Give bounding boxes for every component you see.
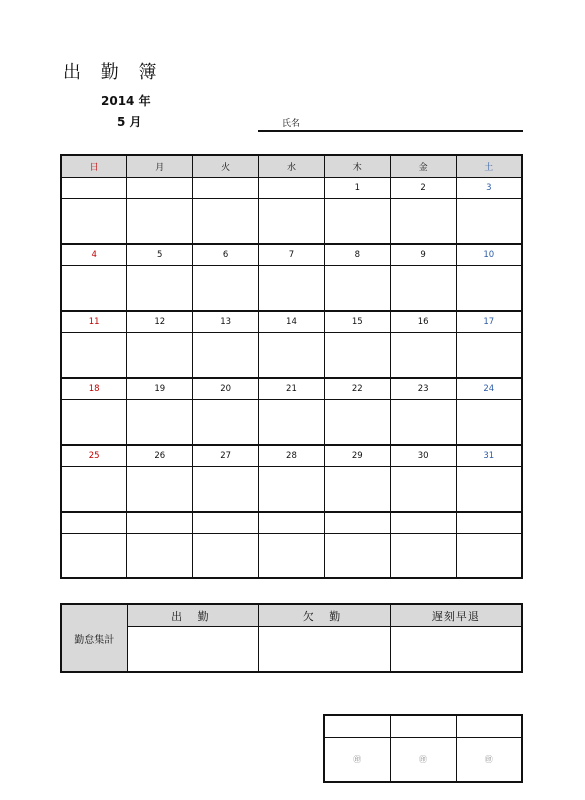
seal-mark-icon: ㊞	[419, 755, 427, 764]
weekday-thursday: 木	[324, 155, 390, 178]
date-cell: 3	[456, 178, 522, 199]
date-cell: 18	[61, 378, 127, 400]
entry-cell[interactable]	[456, 333, 522, 379]
weekday-tuesday: 火	[193, 155, 259, 178]
entry-cell[interactable]	[127, 467, 193, 513]
stamp-seal-row	[324, 738, 522, 783]
summary-header-absence: 欠 勤	[259, 604, 391, 627]
entry-cell[interactable]	[324, 400, 390, 446]
entry-cell[interactable]	[456, 534, 522, 579]
entry-cell[interactable]	[193, 266, 259, 312]
seal-mark-icon: ㊞	[484, 755, 493, 764]
stamp-title-cell[interactable]	[456, 715, 522, 738]
summary-late-early-cell[interactable]	[390, 627, 522, 673]
date-cell: 6	[193, 244, 259, 266]
week-4-entry-row	[61, 400, 522, 446]
entry-cell[interactable]	[259, 199, 325, 245]
date-cell	[456, 512, 522, 534]
week-1-entry-row	[61, 199, 522, 245]
weekday-header-row	[61, 155, 522, 178]
month-label: 5 月	[117, 115, 142, 129]
date-cell: 12	[127, 311, 193, 333]
date-cell: 7	[259, 244, 325, 266]
date-cell	[259, 178, 325, 199]
entry-cell[interactable]	[456, 467, 522, 513]
date-cell: 23	[390, 378, 456, 400]
name-field-line[interactable]	[258, 130, 523, 132]
entry-cell[interactable]	[456, 199, 522, 245]
date-cell: 5	[127, 244, 193, 266]
week-6-date-row	[61, 512, 522, 534]
summary-header-late-early: 遅刻早退	[390, 604, 522, 627]
entry-cell[interactable]	[61, 199, 127, 245]
approval-stamp-table	[323, 714, 523, 783]
seal-cell[interactable]	[456, 738, 522, 783]
summary-header-attendance: 出 勤	[127, 604, 259, 627]
summary-entry-row	[61, 627, 522, 673]
date-cell: 8	[324, 244, 390, 266]
entry-cell[interactable]	[193, 534, 259, 579]
entry-cell[interactable]	[390, 400, 456, 446]
entry-cell[interactable]	[324, 333, 390, 379]
entry-cell[interactable]	[127, 534, 193, 579]
date-cell	[193, 178, 259, 199]
date-cell	[259, 512, 325, 534]
weekday-saturday: 土	[456, 155, 522, 178]
entry-cell[interactable]	[61, 266, 127, 312]
entry-cell[interactable]	[193, 467, 259, 513]
entry-cell[interactable]	[127, 400, 193, 446]
date-cell	[61, 178, 127, 199]
date-cell	[61, 512, 127, 534]
date-cell: 1	[324, 178, 390, 199]
date-cell: 15	[324, 311, 390, 333]
entry-cell[interactable]	[324, 534, 390, 579]
entry-cell[interactable]	[259, 467, 325, 513]
seal-cell[interactable]	[324, 738, 390, 783]
summary-header-row	[61, 604, 522, 627]
weekday-friday: 金	[390, 155, 456, 178]
entry-cell[interactable]	[456, 266, 522, 312]
date-cell	[127, 512, 193, 534]
week-5-date-row	[61, 445, 522, 467]
date-cell: 16	[390, 311, 456, 333]
date-cell: 20	[193, 378, 259, 400]
page-title: 出 勤 簿	[63, 62, 164, 83]
name-field-label: 氏名	[282, 119, 301, 129]
entry-cell[interactable]	[324, 199, 390, 245]
stamp-title-cell[interactable]	[390, 715, 456, 738]
year-label: 2014 年	[101, 94, 151, 108]
date-cell: 25	[61, 445, 127, 467]
entry-cell[interactable]	[390, 266, 456, 312]
date-cell: 10	[456, 244, 522, 266]
weekday-sunday: 日	[61, 155, 127, 178]
date-cell: 21	[259, 378, 325, 400]
entry-cell[interactable]	[390, 333, 456, 379]
date-cell: 29	[324, 445, 390, 467]
date-cell: 17	[456, 311, 522, 333]
date-cell	[324, 512, 390, 534]
entry-cell[interactable]	[61, 534, 127, 579]
summary-absence-cell[interactable]	[259, 627, 391, 673]
seal-cell[interactable]	[390, 738, 456, 783]
date-cell: 11	[61, 311, 127, 333]
date-cell: 4	[61, 244, 127, 266]
entry-cell[interactable]	[127, 199, 193, 245]
date-cell: 28	[259, 445, 325, 467]
week-2-date-row	[61, 244, 522, 266]
entry-cell[interactable]	[324, 266, 390, 312]
entry-cell[interactable]	[127, 266, 193, 312]
weekday-wednesday: 水	[259, 155, 325, 178]
week-5-entry-row	[61, 467, 522, 513]
entry-cell[interactable]	[324, 467, 390, 513]
summary-attendance-cell[interactable]	[127, 627, 259, 673]
entry-cell[interactable]	[259, 400, 325, 446]
date-cell: 14	[259, 311, 325, 333]
entry-cell[interactable]	[193, 400, 259, 446]
calendar-table	[60, 154, 523, 579]
stamp-header-row	[324, 715, 522, 738]
week-1-date-row	[61, 178, 522, 199]
week-3-entry-row	[61, 333, 522, 379]
attendance-summary-table	[60, 603, 523, 673]
entry-cell[interactable]	[390, 199, 456, 245]
entry-cell[interactable]	[259, 333, 325, 379]
date-cell: 27	[193, 445, 259, 467]
entry-cell[interactable]	[390, 534, 456, 579]
stamp-title-cell[interactable]	[324, 715, 390, 738]
entry-cell[interactable]	[456, 400, 522, 446]
week-4-date-row	[61, 378, 522, 400]
entry-cell[interactable]	[61, 400, 127, 446]
weekday-monday: 月	[127, 155, 193, 178]
entry-cell[interactable]	[61, 333, 127, 379]
date-cell: 22	[324, 378, 390, 400]
week-3-date-row	[61, 311, 522, 333]
date-cell	[390, 512, 456, 534]
date-cell: 2	[390, 178, 456, 199]
entry-cell[interactable]	[390, 467, 456, 513]
date-cell: 31	[456, 445, 522, 467]
seal-mark-icon: ㊞	[353, 755, 362, 764]
date-cell: 26	[127, 445, 193, 467]
entry-cell[interactable]	[259, 534, 325, 579]
week-2-entry-row	[61, 266, 522, 312]
entry-cell[interactable]	[193, 199, 259, 245]
date-cell: 9	[390, 244, 456, 266]
date-cell: 13	[193, 311, 259, 333]
date-cell: 24	[456, 378, 522, 400]
week-6-entry-row	[61, 534, 522, 579]
date-cell	[127, 178, 193, 199]
date-cell	[193, 512, 259, 534]
entry-cell[interactable]	[193, 333, 259, 379]
date-cell: 19	[127, 378, 193, 400]
entry-cell[interactable]	[127, 333, 193, 379]
entry-cell[interactable]	[61, 467, 127, 513]
entry-cell[interactable]	[259, 266, 325, 312]
summary-label: 勤怠集計	[61, 604, 127, 672]
date-cell: 30	[390, 445, 456, 467]
